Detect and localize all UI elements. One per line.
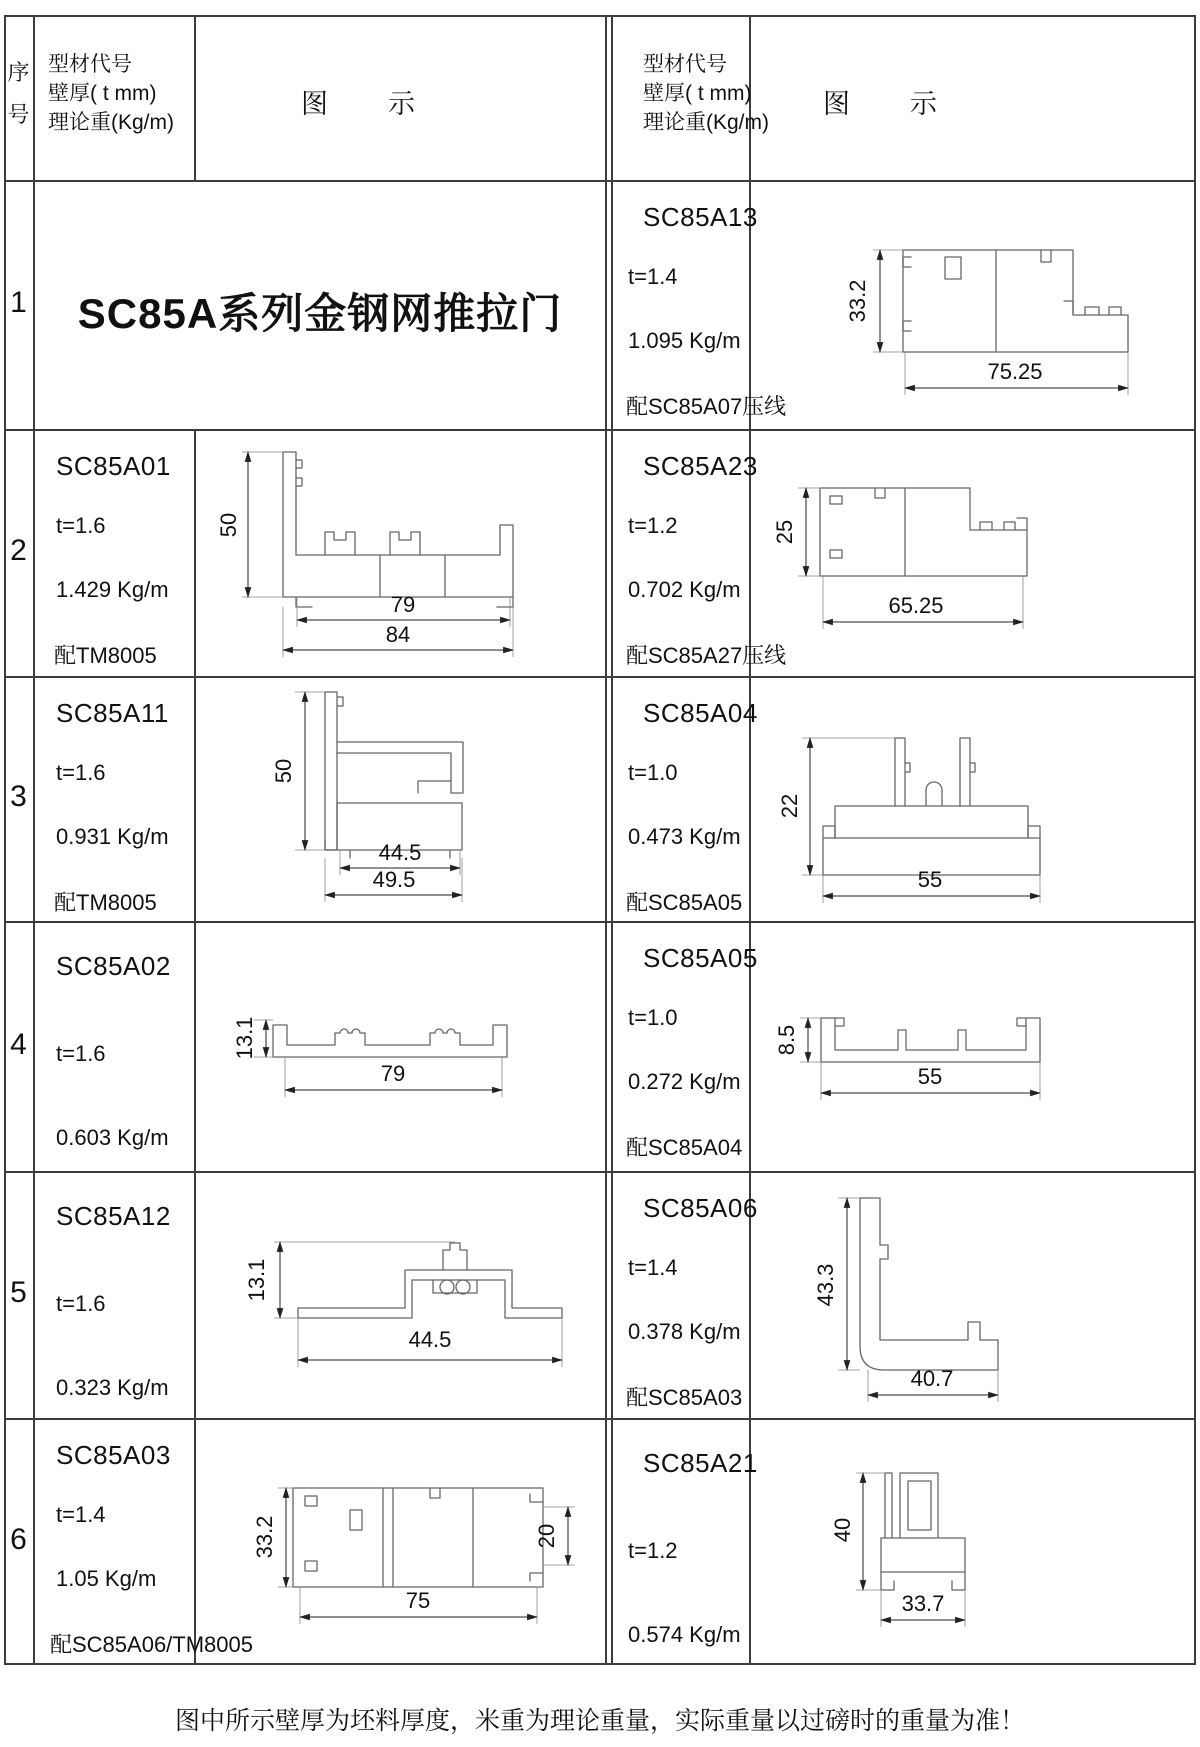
- profile-drawing-sc85a23: [772, 478, 1200, 643]
- profile-match: 配SC85A27压线: [626, 643, 787, 668]
- dim-height: 50: [216, 512, 241, 538]
- series-title: SC85A系列金钢网推拉门: [77, 290, 563, 337]
- profile-weight: 0.574 Kg/m: [628, 1622, 741, 1647]
- row-number-4: 4: [10, 1028, 27, 1061]
- profile-code: SC85A12: [56, 1201, 171, 1231]
- profile-weight: 0.603 Kg/m: [56, 1125, 169, 1150]
- dim-height: 8.5: [774, 1024, 799, 1056]
- profile-weight: 0.702 Kg/m: [628, 577, 741, 602]
- profile-code: SC85A23: [643, 451, 758, 481]
- dim-height: 40: [830, 1517, 855, 1543]
- table-divider: [4, 921, 1194, 923]
- table-divider: [4, 676, 1194, 678]
- profile-code: SC85A11: [56, 698, 169, 728]
- dim-width: 55: [917, 1064, 943, 1089]
- dim-height: 43.3: [813, 1263, 838, 1307]
- profile-drawing-sc85a12: [240, 1225, 570, 1385]
- row-number-3: 3: [10, 780, 27, 813]
- dim-height: 25: [772, 519, 797, 545]
- dim-width: 44.5: [408, 1327, 452, 1352]
- dim-width: 40.7: [910, 1366, 954, 1391]
- profile-weight: 0.272 Kg/m: [628, 1069, 741, 1094]
- profile-weight: 0.931 Kg/m: [56, 824, 169, 849]
- profile-thickness: t=1.6: [56, 760, 106, 785]
- dim-width: 65.25: [888, 593, 944, 618]
- profile-match: 配TM8005: [54, 890, 157, 915]
- row-number-1: 1: [10, 286, 27, 319]
- profile-thickness: t=1.0: [628, 760, 678, 785]
- dim-width-outer: 49.5: [372, 867, 416, 892]
- profile-code: SC85A13: [643, 202, 758, 232]
- dim-height: 33.2: [845, 279, 870, 323]
- header-spec-line2-right: 壁厚( t mm): [643, 82, 752, 105]
- table-divider: [4, 429, 1194, 431]
- profile-drawing-sc85a05: [774, 1000, 1200, 1130]
- profile-weight: 0.378 Kg/m: [628, 1319, 741, 1344]
- header-diagram-left: 图 示: [301, 89, 417, 119]
- table-divider: [4, 180, 1194, 182]
- header-diagram-right: 图 示: [823, 89, 939, 119]
- profile-thickness: t=1.4: [628, 1255, 678, 1280]
- profile-weight: 1.095 Kg/m: [628, 328, 741, 353]
- dim-height: 13.1: [232, 1016, 257, 1060]
- profile-weight: 1.429 Kg/m: [56, 577, 169, 602]
- row-number-6: 6: [10, 1523, 27, 1556]
- profile-drawing-sc85a03: [252, 1480, 590, 1665]
- profile-drawing-sc85a06: [813, 1190, 1200, 1420]
- dim-width: 75.25: [987, 359, 1043, 384]
- profile-match: 配SC85A04: [626, 1135, 743, 1160]
- profile-drawing-sc85a21: [830, 1450, 1200, 1650]
- profile-thickness: t=1.6: [56, 513, 106, 538]
- profile-match: 配TM8005: [54, 643, 157, 668]
- profile-thickness: t=1.2: [628, 513, 678, 538]
- profile-weight: 0.473 Kg/m: [628, 824, 741, 849]
- dim-height: 50: [271, 758, 296, 784]
- dim-width: 55: [917, 867, 943, 892]
- profile-match: 配SC85A05: [626, 890, 743, 915]
- table-divider: [194, 429, 196, 1665]
- profile-match: 配SC85A03: [626, 1385, 743, 1410]
- profile-match: 配SC85A06/TM8005: [50, 1632, 253, 1657]
- profile-code: SC85A03: [56, 1440, 171, 1470]
- header-seq-bottom: 号: [7, 102, 30, 127]
- profile-drawing-sc85a11: [270, 625, 550, 915]
- profile-weight: 1.05 Kg/m: [56, 1566, 157, 1591]
- profile-thickness: t=1.6: [56, 1291, 106, 1316]
- profile-weight: 0.323 Kg/m: [56, 1375, 169, 1400]
- dim-height: 13.1: [244, 1258, 269, 1302]
- header-spec-line2-left: 壁厚( t mm): [48, 82, 157, 105]
- row-number-2: 2: [10, 534, 27, 567]
- header-spec-line3-left: 理论重(Kg/m): [48, 111, 174, 134]
- profile-thickness: t=1.0: [628, 1005, 678, 1030]
- profile-code: SC85A06: [643, 1193, 758, 1223]
- profile-thickness: t=1.6: [56, 1041, 106, 1066]
- dim-height: 33.2: [252, 1515, 277, 1559]
- header-spec-line1-right: 型材代号: [643, 53, 727, 76]
- profile-drawing-sc85a04: [777, 718, 1200, 918]
- dim-width: 75: [405, 1588, 431, 1613]
- profile-drawing-sc85a02: [232, 1000, 560, 1120]
- profile-thickness: t=1.2: [628, 1538, 678, 1563]
- row-number-5: 5: [10, 1276, 27, 1309]
- dim-height: 22: [777, 793, 802, 819]
- profile-code: SC85A04: [643, 698, 758, 728]
- dim-width-inner: 44.5: [378, 840, 422, 865]
- header-spec-line3-right: 理论重(Kg/m): [643, 111, 769, 134]
- dim-width-inner: 79: [390, 592, 416, 617]
- table-divider: [4, 1171, 1194, 1173]
- profile-thickness: t=1.4: [56, 1502, 106, 1527]
- profile-code: SC85A21: [643, 1448, 758, 1478]
- profile-match: 配SC85A07压线: [626, 394, 787, 419]
- profile-code: SC85A05: [643, 943, 758, 973]
- header-seq-top: 序: [7, 60, 30, 85]
- footer-note: 图中所示壁厚为坯料厚度，米重为理论重量，实际重量以过磅时的重量为准！: [174, 1707, 1025, 1735]
- header-spec-line1-left: 型材代号: [48, 53, 132, 76]
- dim-width: 33.7: [901, 1591, 945, 1616]
- dim-width-outer: 84: [385, 622, 411, 647]
- profile-drawing-sc85a13: [845, 235, 1200, 410]
- dim-width: 79: [380, 1061, 406, 1086]
- profile-thickness: t=1.4: [628, 264, 678, 289]
- dim-side: 20: [534, 1523, 559, 1549]
- profile-code: SC85A01: [56, 451, 171, 481]
- profile-code: SC85A02: [56, 951, 171, 981]
